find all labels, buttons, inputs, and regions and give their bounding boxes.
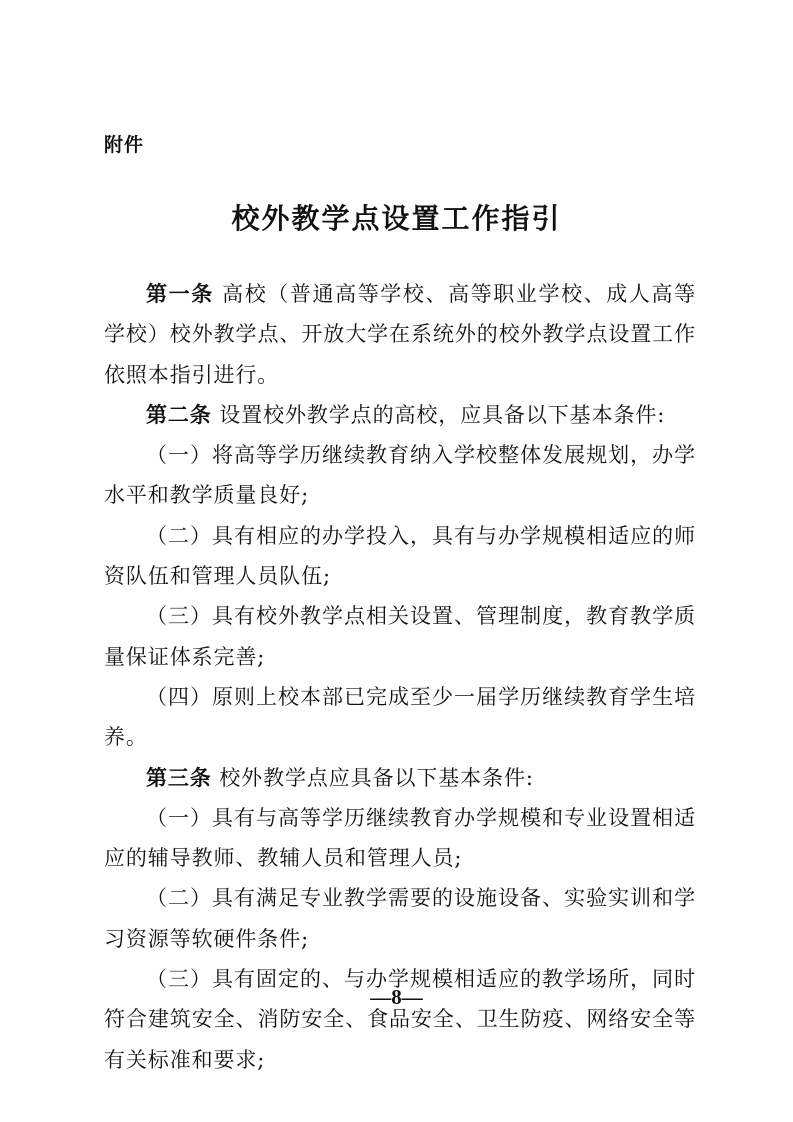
page-number: —8— bbox=[370, 985, 423, 1009]
article-2-item-3: （三）具有校外教学点相关设置、管理制度，教育教学质量保证体系完善; bbox=[104, 604, 696, 669]
article-3-item-2: （二）具有满足专业教学需要的设施设备、实验实训和学习资源等软硬件条件; bbox=[104, 886, 696, 951]
document-title: 校外教学点设置工作指引 bbox=[231, 202, 562, 235]
attachment-label: 附件 bbox=[104, 134, 145, 156]
article-3-text: 校外教学点应具备以下基本条件: bbox=[219, 765, 534, 790]
article-3-item-1: （一）具有与高等学历继续教育办学规模和专业设置相适应的辅导教师、教辅人员和管理人员; bbox=[104, 805, 696, 871]
article-1-paragraph bbox=[104, 274, 696, 395]
article-3-paragraph bbox=[104, 758, 696, 798]
article-2-text: 设置校外教学点的高校，应具备以下基本条件: bbox=[219, 402, 666, 427]
article-2-item-2: （二）具有相应的办学投入，具有与办学规模相适应的师资队伍和管理人员队伍; bbox=[104, 523, 696, 589]
article-2-heading: 第二条 bbox=[146, 402, 212, 427]
article-3-heading: 第三条 bbox=[146, 765, 212, 790]
document-body bbox=[104, 274, 696, 1080]
article-2-paragraph bbox=[104, 395, 696, 435]
article-2-item-4: （四）原则上校本部已完成至少一届学历继续教育学生培养。 bbox=[104, 684, 696, 750]
article-2-item-1: （一）将高等学历继续教育纳入学校整体发展规划，办学水平和教学质量良好; bbox=[104, 443, 696, 508]
article-1-text: 高校（普通高等学校、高等职业学校、成人高等学校）校外教学点、开放大学在系统外的校外教学点设置工作依照本指引进行。 bbox=[104, 282, 697, 387]
article-1-heading: 第一条 bbox=[146, 282, 214, 306]
article-3-item-3: （三）具有固定的、与办学规模相适应的教学场所，同时符合建筑安全、消防安全、食品安全、卫生防疫、网络安全等有关标准和要求; bbox=[104, 967, 696, 1072]
